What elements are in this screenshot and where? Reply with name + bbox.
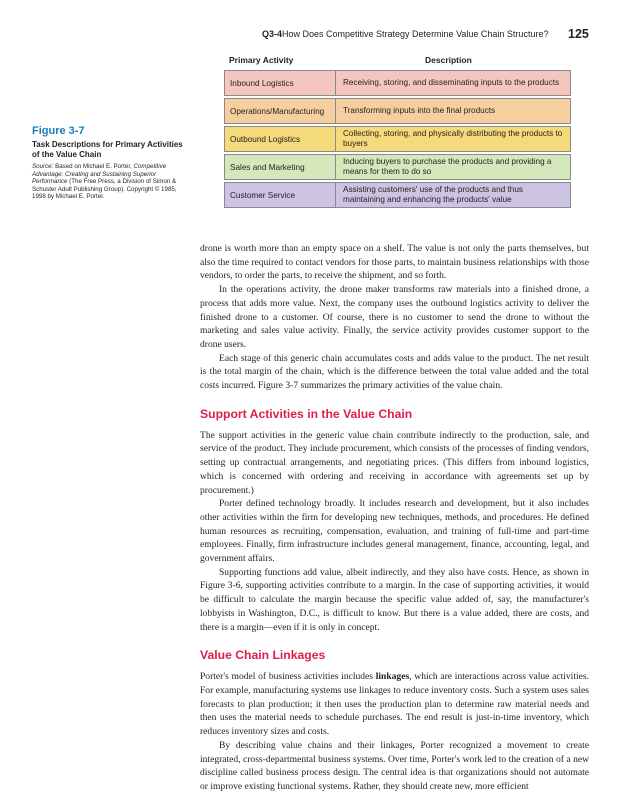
column-header-activity: Primary Activity: [229, 55, 294, 65]
source-author: Based on Michael E. Porter,: [55, 163, 132, 170]
page-header: [0, 27, 625, 43]
description-cell: Assisting customers' use of the products and thus maintaining and enhancing the products' value: [343, 185, 523, 204]
text-run: Porter's model of business activities includes: [200, 671, 376, 683]
paragraph: Porter defined technology broadly. It includes research and development, but it also includes other activities within the firm for developing new techniques, methods, and procedures. He defined human resources as recruiting, compensation, evaluation, and training of full-time and part-time employees. Finally, firm infrastructure includes general management, finance, accounting, legal, and government affairs.: [200, 498, 589, 565]
source-label: Source:: [32, 163, 54, 170]
table-row: [224, 182, 571, 208]
figure-caption: [32, 125, 192, 201]
paragraph: Supporting functions add value, albeit indirectly, and they also have costs. Hence, as shown in Figure 3-6, supporting activities contribute to a margin. In the case of supporting activities, it would be difficult to calculate the margin because the specific value added of, say, the manufacturer's lobbyists in Washington, D.C., is difficult to know. But there is a value added, there are costs, and there is a margin—even if it is only in concept.: [200, 566, 589, 633]
description-cell: Collecting, storing, and physically distributing the products to buyers: [343, 129, 563, 148]
heading-value-chain-linkages: Value Chain Linkages: [200, 648, 326, 663]
paragraph: In the operations activity, the drone maker transforms raw materials into a finished drone, a process that adds more value. Next, the company uses the outbound logistics activity to deliver the finished drone to a customer. Of course, there is no customer to send the drone to without the marketing and sales value activity. Finally, the service activity provides customer support to the drone users.: [200, 284, 589, 350]
activity-cell: Inbound Logistics: [225, 71, 336, 95]
paragraph: The support activities in the generic value chain contribute indirectly to the production, sale, and service of the product. They include procurement, which consists of the processes of finding vendors, setting up contractual arrangements, and negotiating prices. (This differs from inbound logistics, which is concerned with ordering and receiving in accordance with agreements set up by procurement.): [200, 429, 589, 496]
description-cell: Inducing buyers to purchase the products and providing a means for them to do so: [343, 157, 552, 176]
figure-title: Task Descriptions for Primary Activities of the Value Chain: [32, 140, 183, 159]
source-book-title: Competitive Advantage: Creating and Sustaining Superior Performance: [32, 163, 167, 186]
key-term-linkages: linkages: [375, 671, 410, 683]
paragraph: drone is worth more than an empty space on a shelf. The value is not only the parts themselves, but also the time required to contact vendors for those parts, to maintain business relationships with those vendors, to order the parts, to receive the shipment, and so forth.: [200, 243, 589, 282]
table-row: [224, 98, 571, 124]
body-text: [200, 242, 589, 794]
heading-support-activities: Support Activities in the Value Chain: [200, 406, 413, 421]
source-publisher: (The Free Press, a Division of Simon & Schuster Adult Publishing Group). Copyright © 1985, 1998 by Michael E. Porter.: [32, 178, 177, 201]
column-header-description: Description: [425, 55, 472, 65]
description-cell: Receiving, storing, and disseminating inputs to the products: [343, 78, 560, 87]
paragraph: Each stage of this generic chain accumulates costs and adds value to the product. The net result is the total margin of the chain, which is the difference between the total value added and the total costs incurred. Figure 3-7 summarizes the primary activities of the value chain.: [200, 352, 589, 392]
activity-cell: Operations/Manufacturing: [225, 99, 336, 123]
figure-number: Figure 3-7: [32, 125, 85, 137]
figure-source: [32, 163, 192, 201]
paragraph: By describing value chains and their linkages, Porter recognized a movement to create integrated, cross-departmental business systems. Over time, Porter's work led to the creation of a new discipline called business process design. The central idea is that organizations should not automate or improve existing functional systems. Rather, they should create new, more efficient: [200, 739, 589, 792]
paragraph: [200, 670, 589, 739]
table-row: [224, 154, 571, 180]
section-number: Q3-4: [262, 29, 283, 39]
description-cell: Transforming inputs into the final products: [343, 106, 496, 115]
activity-cell: Outbound Logistics: [225, 127, 336, 151]
activity-cell: Customer Service: [225, 183, 336, 207]
activity-cell: Sales and Marketing: [225, 155, 336, 179]
text-run: , which are interactions across value activities. For example, manufacturing systems use linkages to reduce inventory costs. Such a system uses sales forecasts to plan production; it then uses the production plan to determine raw material needs and then uses the material needs to schedule purchases. The end result is just-in-time inventory, which reduces inventory sizes and costs.: [200, 671, 589, 738]
table-row: [224, 126, 571, 152]
running-title: How Does Competitive Strategy Determine Value Chain Structure?: [282, 29, 549, 39]
table-row: [224, 70, 571, 96]
page-number: 125: [568, 27, 589, 41]
primary-activities-table: [224, 54, 571, 208]
table-header: [224, 54, 571, 68]
